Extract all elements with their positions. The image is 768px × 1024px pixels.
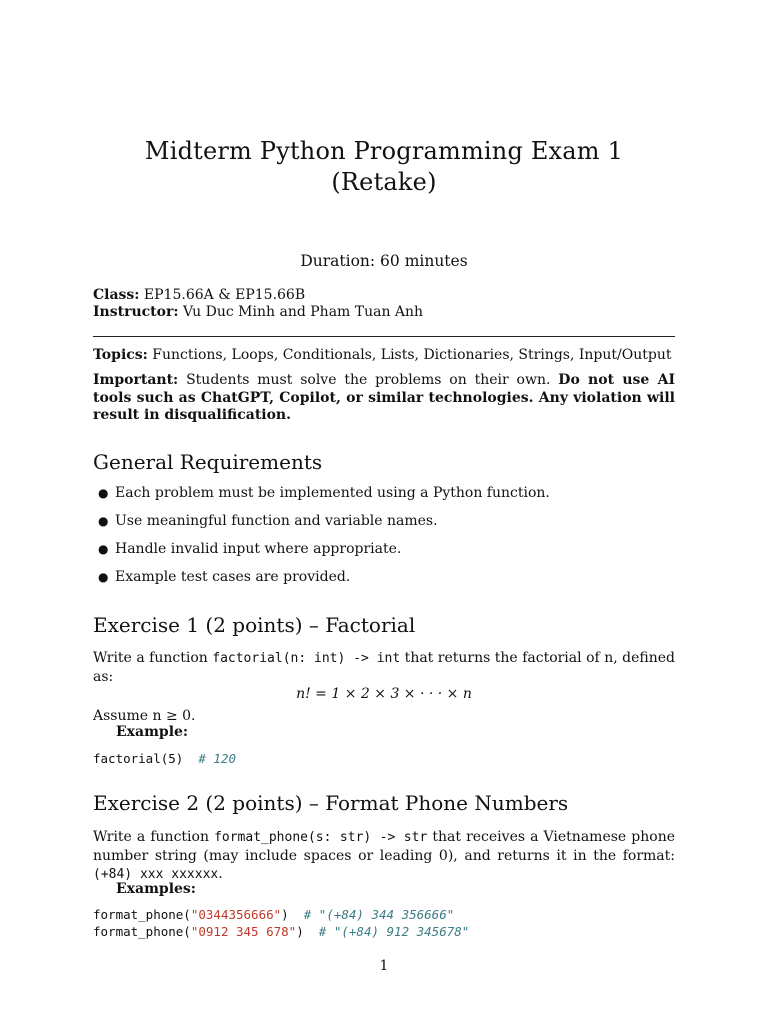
bullet-icon: ● bbox=[98, 542, 109, 556]
document-title bbox=[93, 136, 675, 198]
requirements-list bbox=[93, 485, 675, 597]
instructor-value: Vu Duc Minh and Pham Tuan Anh bbox=[178, 304, 424, 320]
general-requirements-heading: General Requirements bbox=[93, 450, 323, 474]
code-line bbox=[93, 923, 469, 940]
class-value: EP15.66A & EP15.66B bbox=[139, 287, 306, 303]
factorial-formula: n! = 1 × 2 × 3 × · · · × n bbox=[296, 686, 472, 702]
meta-block bbox=[93, 287, 423, 321]
ex2-examples-label: Examples: bbox=[116, 881, 196, 897]
code-call: factorial(5) bbox=[93, 751, 184, 766]
code-string: "0344356666" bbox=[190, 907, 282, 922]
code-line bbox=[93, 906, 469, 923]
exercise-1-heading: Exercise 1 (2 points) – Factorial bbox=[93, 613, 416, 637]
bullet-icon: ● bbox=[98, 486, 109, 500]
list-item bbox=[93, 485, 675, 513]
duration-line: Duration: 60 minutes bbox=[300, 252, 468, 270]
class-line bbox=[93, 287, 423, 304]
ex2-intro-post: . bbox=[218, 866, 223, 882]
topics-line bbox=[93, 347, 675, 364]
code-string: "0912 345 678" bbox=[190, 924, 297, 939]
title-line-2: (Retake) bbox=[331, 168, 437, 196]
ex2-signature: format_phone(s: str) -> str bbox=[214, 830, 428, 845]
requirement-text: Each problem must be implemented using a Python function. bbox=[115, 485, 550, 501]
bullet-icon: ● bbox=[98, 514, 109, 528]
list-item bbox=[93, 513, 675, 541]
code-fn: format_phone( bbox=[93, 907, 191, 922]
important-label: Important: bbox=[93, 372, 179, 388]
ex1-code-example bbox=[93, 750, 236, 767]
ex1-intro-post: that returns the factorial of n, defined as: bbox=[93, 650, 675, 685]
horizontal-rule bbox=[93, 336, 675, 337]
code-comment: # "(+84) 912 345678" bbox=[318, 924, 470, 939]
exercise-2-description bbox=[93, 828, 675, 884]
code-fn: format_phone( bbox=[93, 924, 191, 939]
important-notice bbox=[93, 372, 675, 425]
bullet-icon: ● bbox=[98, 570, 109, 584]
important-warning: Do not use AI tools such as ChatGPT, Copilot, or similar technologies. Any violation will result in disqualification. bbox=[93, 372, 675, 423]
exercise-2-heading: Exercise 2 (2 points) – Format Phone Numbers bbox=[93, 791, 569, 815]
code-paren: ) bbox=[281, 907, 289, 922]
requirement-text: Handle invalid input where appropriate. bbox=[115, 541, 402, 557]
ex1-example-label: Example: bbox=[116, 724, 189, 740]
list-item bbox=[93, 569, 675, 597]
important-text: Students must solve the problems on their own. bbox=[178, 372, 559, 388]
class-label: Class: bbox=[93, 287, 140, 303]
ex2-format: (+84) xxx xxxxxx bbox=[93, 867, 219, 882]
ex1-intro-pre: Write a function bbox=[93, 650, 213, 666]
requirement-text: Example test cases are provided. bbox=[115, 569, 351, 585]
instructor-line bbox=[93, 304, 423, 321]
requirement-text: Use meaningful function and variable names. bbox=[115, 513, 438, 529]
ex1-assumption: Assume n ≥ 0. bbox=[93, 708, 196, 724]
exercise-1-description bbox=[93, 649, 675, 686]
ex2-code-examples bbox=[93, 906, 469, 940]
ex2-intro-pre: Write a function bbox=[93, 829, 215, 845]
code-paren: ) bbox=[296, 924, 304, 939]
instructor-label: Instructor: bbox=[93, 304, 179, 320]
title-line-1: Midterm Python Programming Exam 1 bbox=[144, 137, 624, 165]
list-item bbox=[93, 541, 675, 569]
code-comment: # "(+84) 344 356666" bbox=[303, 907, 455, 922]
topics-value: Functions, Loops, Conditionals, Lists, Dictionaries, Strings, Input/Output bbox=[147, 347, 672, 363]
ex2-intro-mid: that receives a Vietnamese phone number string (may include spaces or leading 0), and returns it in the format: bbox=[93, 829, 675, 864]
code-comment: # 120 bbox=[198, 751, 237, 766]
ex1-signature: factorial(n: int) -> int bbox=[212, 651, 401, 666]
page-number: 1 bbox=[379, 958, 389, 974]
topics-label: Topics: bbox=[93, 347, 148, 363]
